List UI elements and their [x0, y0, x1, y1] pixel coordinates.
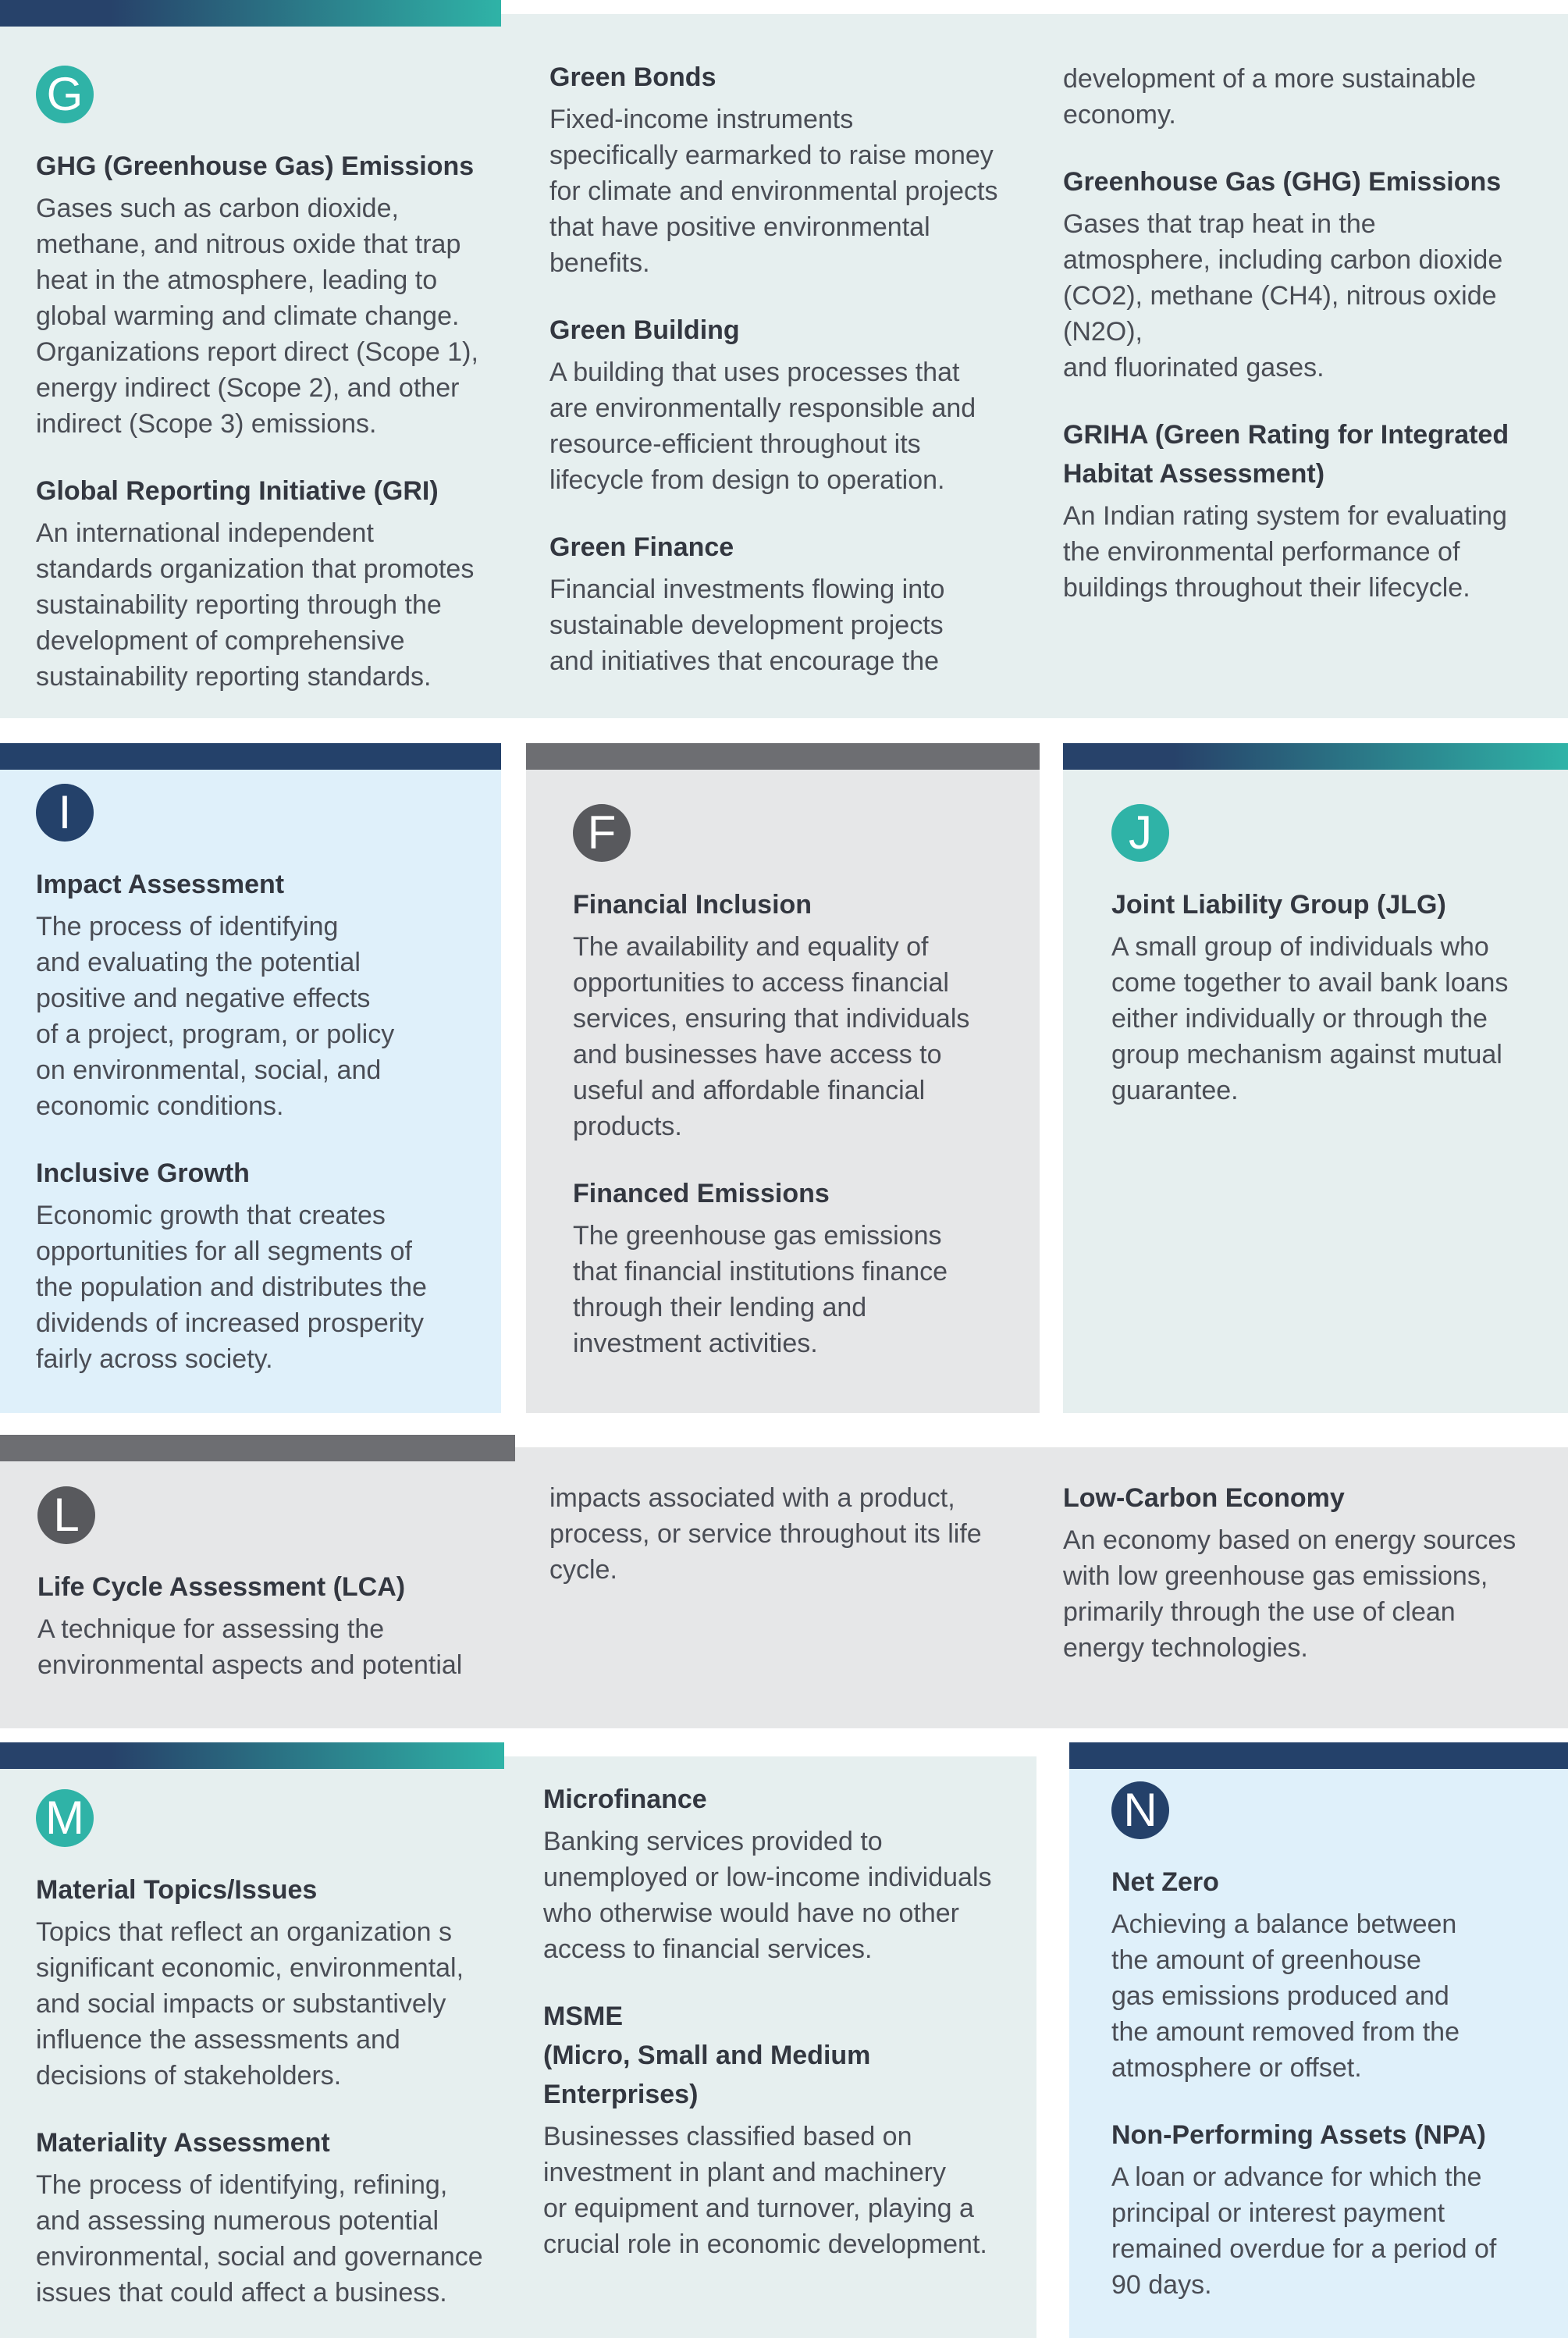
term-microfinance: Microfinance	[543, 1785, 707, 1814]
section-g-column-1	[36, 66, 504, 695]
letter-f-badge: F	[573, 804, 631, 862]
definition-financed-emissions: The greenhouse gas emissions that financial institutions finance through their lending and investment activities.	[573, 1221, 948, 1358]
definition-greenhouse-gas-emissions: Gases that trap heat in the atmosphere, including carbon dioxide (CO2), methane (CH4), nitrous oxide (N2O), and fluorinated gases.	[1063, 209, 1503, 383]
definition-financial-inclusion: The availability and equality of opportunities to access financial services, ensuring that individuals and businesses have access to useful and affordable financial products.	[573, 932, 970, 1141]
definition-griha: An Indian rating system for evaluating the environmental performance of buildings throughout their lifecycle.	[1063, 501, 1507, 603]
definition-gri: An international independent standards organization that promotes sustainability reporting through the development of comprehensive sustainability reporting standards.	[36, 518, 475, 692]
section-l-accent-bar	[0, 1435, 515, 1461]
definition-low-carbon-economy: An economy based on energy sources with low greenhouse gas emissions, primarily through the use of clean energy technologies.	[1063, 1525, 1516, 1663]
definition-jlg: A small group of individuals who come together to avail bank loans either individually or through the group mechanism against mutual guarantee.	[1111, 932, 1509, 1105]
letter-i-badge: I	[36, 784, 94, 842]
term-low-carbon-economy: Low-Carbon Economy	[1063, 1483, 1345, 1513]
section-m-accent-bar	[0, 1742, 504, 1769]
definition-materiality-assessment: The process of identifying, refining, and assessing numerous potential environmental, social and governance issues that could affect a business.	[36, 2170, 483, 2308]
term-greenhouse-gas-emissions: Greenhouse Gas (GHG) Emissions	[1063, 167, 1502, 197]
definition-lca-continued: impacts associated with a product, process, or service throughout its life cycle.	[549, 1483, 982, 1585]
definition-green-finance: Financial investments flowing into sustainable development projects and initiatives that encourage the	[549, 575, 945, 676]
term-gri: Global Reporting Initiative (GRI)	[36, 476, 439, 506]
term-net-zero: Net Zero	[1111, 1867, 1219, 1897]
term-materiality-assessment: Materiality Assessment	[36, 2128, 330, 2158]
term-jlg: Joint Liability Group (JLG)	[1111, 890, 1446, 920]
letter-m-badge: M	[36, 1789, 94, 1847]
term-green-building: Green Building	[549, 315, 740, 345]
section-l-column-1	[37, 1486, 506, 1683]
section-g-accent-bar	[0, 0, 501, 27]
letter-j-badge: J	[1111, 804, 1169, 862]
definition-ghg-emissions: Gases such as carbon dioxide, methane, and nitrous oxide that trap heat in the atmosphere, leading to global warming and climate change. Organizations report direct (Scope 1), energy indirect (Scope 2), and other indirect (Scope 3) emissions.	[36, 194, 478, 439]
term-material-topics: Material Topics/Issues	[36, 1875, 318, 1905]
term-griha: GRIHA (Green Rating for Integrated Habitat Assessment)	[1063, 420, 1509, 489]
term-msme: MSME (Micro, Small and Medium Enterprises)	[543, 2002, 871, 2109]
section-l-column-3	[1063, 1479, 1555, 1666]
letter-l-badge: L	[37, 1486, 95, 1544]
section-j-column	[1111, 804, 1564, 1109]
section-f-accent-bar	[526, 743, 1040, 770]
term-green-bonds: Green Bonds	[549, 62, 716, 92]
section-m-column-1	[36, 1789, 512, 2311]
definition-lca: A technique for assessing the environmental aspects and potential	[37, 1614, 463, 1680]
term-lca: Life Cycle Assessment (LCA)	[37, 1572, 406, 1602]
term-impact-assessment: Impact Assessment	[36, 870, 285, 899]
definition-impact-assessment: The process of identifying and evaluating the potential positive and negative effects of a project, program, or policy on environmental, social, and economic conditions.	[36, 912, 395, 1121]
section-i-accent-bar	[0, 743, 501, 770]
definition-msme: Businesses classified based on investment in plant and machinery or equipment and turnover, playing a crucial role in economic development.	[543, 2122, 987, 2259]
definition-green-bonds: Fixed-income instruments specifically earmarked to raise money for climate and environmental projects that have positive environmental benefits.	[549, 105, 998, 278]
term-inclusive-growth: Inclusive Growth	[36, 1158, 250, 1188]
definition-microfinance: Banking services provided to unemployed or low-income individuals who otherwise would have no other access to financial services.	[543, 1827, 992, 1964]
term-green-finance: Green Finance	[549, 532, 734, 562]
section-g-column-3	[1063, 61, 1547, 606]
section-n-accent-bar	[1069, 1742, 1568, 1769]
term-npa: Non-Performing Assets (NPA)	[1111, 2120, 1486, 2150]
section-g-column-2	[549, 58, 1033, 679]
definition-inclusive-growth: Economic growth that creates opportunities for all segments of the population and distributes the dividends of increased prosperity fairly across society.	[36, 1201, 427, 1374]
definition-npa: A loan or advance for which the principal or interest payment remained overdue for a period of 90 days.	[1111, 2162, 1497, 2300]
definition-green-building: A building that uses processes that are environmentally responsible and resource-efficient throughout its lifecycle from design to operation.	[549, 358, 976, 495]
section-n-column	[1111, 1781, 1564, 2303]
definition-net-zero: Achieving a balance between the amount of greenhouse gas emissions produced and the amount removed from the atmosphere or offset.	[1111, 1909, 1460, 2083]
term-financed-emissions: Financed Emissions	[573, 1179, 830, 1208]
section-j-accent-bar	[1063, 743, 1568, 770]
section-l-column-2	[549, 1480, 1033, 1588]
section-i-column	[36, 784, 496, 1377]
term-ghg-emissions: GHG (Greenhouse Gas) Emissions	[36, 151, 475, 181]
letter-g-badge: G	[36, 66, 94, 123]
term-financial-inclusion: Financial Inclusion	[573, 890, 812, 920]
section-m-column-2	[543, 1780, 1035, 2262]
letter-n-badge: N	[1111, 1781, 1169, 1839]
section-f-column	[573, 804, 1033, 1361]
definition-material-topics: Topics that reflect an organization s significant economic, environmental, and social impacts or substantively influence the assessments and decisions of stakeholders.	[36, 1917, 464, 2091]
definition-green-finance-continued: development of a more sustainable economy.	[1063, 64, 1477, 130]
